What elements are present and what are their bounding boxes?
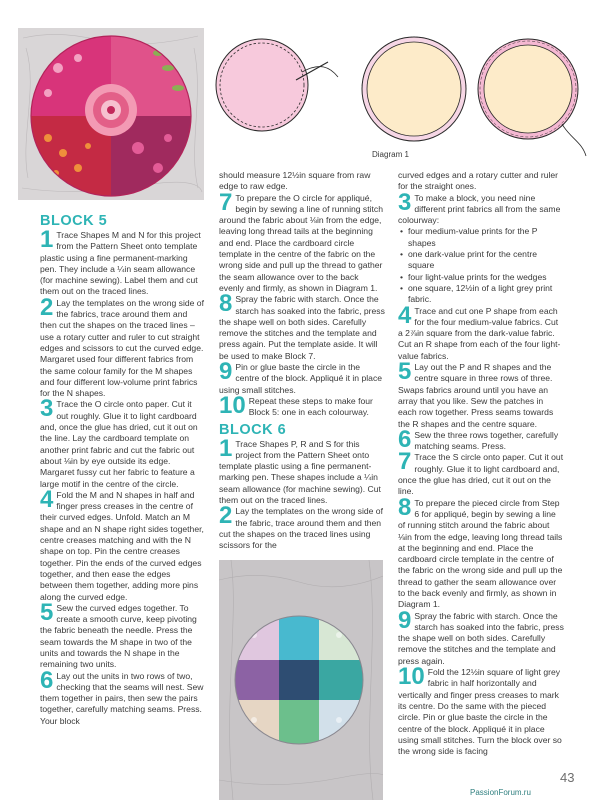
column-1 <box>40 213 205 727</box>
block5-step-2: 2 Lay the templates on the wrong side of the fabrics, trace around them and then cut the shapes on the traced lines – use a rotary cutter and ruler to cut straight edges and scissors to cut the curved edge. Margaret used four different fabrics from the same colour family for the M shapes and four different low-volume print fabrics for the N shapes. <box>40 293 204 399</box>
block6-quilt-photo <box>219 560 383 800</box>
block5-step-10: 10 Repeat these steps to make four Block 5: one in each colourway. <box>219 391 373 419</box>
column-3 <box>398 170 564 757</box>
block6-step-2-cont: curved edges and a rotary cutter and ruler for the straight ones. <box>398 170 559 192</box>
block6-quilt-image <box>219 560 383 800</box>
block5-step-9: 9 Pin or glue baste the circle in the centre of the block. Appliqué it in place using small stitches. <box>219 358 383 395</box>
block6-step-1: 1 Trace Shapes P, R and S for this project from the Pattern Sheet onto template plastic using a fine permanent-marking pen. These shapes include a ¼in seam allowance (for machine sewing). Cut them out on the traced lines. <box>219 434 381 506</box>
block6-step-2: 2 Lay the templates on the wrong side of the fabric, trace around them and then cut the shapes on the traced lines using scissors for the <box>219 502 383 551</box>
block5-quilt-photo <box>18 28 204 200</box>
block5-step-5: 5 Sew the curved edges together. To create a smooth curve, keep pivoting the fabric beneath the needle. Press the seam towards the M shape in two of the units and towards the N shape in the remaining two units. <box>40 598 197 670</box>
block5-step-6-cont: should measure 12½in square from raw edge to raw edge. <box>219 170 371 192</box>
column-2 <box>219 170 385 552</box>
block6-step-7: 7 Trace the S circle onto paper. Cut it out roughly. Glue it to light cardboard and, once the glue has dried, cut it out on the line. <box>398 448 564 497</box>
block5-step-8: 8 Spray the fabric with starch. Once the starch has soaked into the fabric, press the shape well on both sides. Carefully remove the stitches and the template and press again. Put the template aside. It will be used to make Block 7. <box>219 290 385 361</box>
block6-step-8: 8 To prepare the pieced circle from Step 6 for appliqué, begin by sewing a line of running stitch around the fabric about ⅛in from the edge, leaving long thread tails at the beginning and end. Place the cardboard circle template in the centre of the fabric on the wrong side and pull up the thread to gather the seam allowance over to the back evenly and firmly, as shown in Diagram 1. <box>398 493 563 610</box>
block5-quilt-image <box>18 28 204 200</box>
block6-step-4: 4 Trace and cut one P shape from each for the four medium-value fabrics. Cut a 2⅞in square from the dark-value fabric. Cut an R shape from each of the four light-value fabrics. <box>398 301 561 361</box>
page-number: 43 <box>560 770 575 785</box>
block6-step-10: 10 Fold the 12½in square of light grey fabric in half horizontally and vertically and finger press creases to mark its centre. Do the same with the pieced circle. Pin or glue baste the circle in the centre of the block. Appliqué it in place using small stitches. Turn the block over so the wrong side is facing <box>398 663 562 757</box>
block6-step-5: 5 Lay out the P and R shapes and the centre square in three rows of three. Swaps fabrics around until you have an array that you like. Sew the patches in each row together. Press seams towards the R shapes and the centre square. <box>398 358 554 429</box>
block5-step-7: 7 To prepare the O circle for appliqué, begin by sewing a line of running stitch around the fabric about ⅛in from the edge, leaving long thread tails at the beginning and end. Place the cardboard circle template in the centre of the fabric on the wrong side and pull up the thread to gather the seam allowance over to the back evenly and firmly, as shown in Diagram 1. <box>219 188 383 293</box>
block6-step-9: 9 Spray the fabric with starch. Once the starch has soaked into the fabric, press the shape well on both sides. Carefully remove the stitches and the template and press again. <box>398 606 564 666</box>
watermark: PassionForum.ru <box>470 788 531 797</box>
block5-step-4: 4 Fold the M and N shapes in half and finger press creases in the centre of their curved edges. Unfold. Match an M shape and an N shape right sides together, centre creases matching and with the N shape on top. Pin the centre creases together. Pin the ends of the curved edges together, and then ease the edges between them together, adding more pins along the curved edge. <box>40 485 204 602</box>
block5-step-1: 1 Trace Shapes M and N for this project from the Pattern Sheet onto template plastic using a fine permanent-marking pen. They include a ¼in seam allowance (for machine sewing). Label them and cut them out on the traced lines. <box>40 226 201 297</box>
block5-step-6: 6 Lay out the units in two rows of two, checking that the seams will nest. Sew them together in pairs, then sew the pairs together, carefully matching seams. Press. Your block <box>40 666 204 726</box>
block5-heading: BLOCK 5 <box>40 213 108 229</box>
diagram-1-illustration <box>210 22 590 162</box>
list-item: • one square, 12½in of a light grey print fabric. <box>408 283 564 306</box>
block5-step-3: 3 Trace the O circle onto paper. Cut it out roughly. Glue it to light cardboard and, once the glue has dried, cut it out on the line. Lay the cardboard template on another print fabric and cut the fabric out about ⅛in by eye outside its edge. Margaret fussy cut her fabric to feature a large motif in the centre of the circle. <box>40 395 198 489</box>
colourway-list <box>398 226 564 305</box>
diagram-caption: Diagram 1 <box>372 150 409 159</box>
list-item: • four light-value prints for the wedges <box>408 272 564 283</box>
list-item: • one dark-value print for the centre square <box>408 249 564 272</box>
block6-heading: BLOCK 6 <box>219 421 287 438</box>
block6-step-6: 6 Sew the three rows together, carefully matching seams. Press. <box>398 425 559 453</box>
block6-step-3: 3 To make a block, you need nine different print fabrics all from the same colourway: <box>398 188 561 226</box>
list-item: • four medium-value prints for the P shapes <box>408 226 564 249</box>
diagram-1 <box>210 22 590 162</box>
